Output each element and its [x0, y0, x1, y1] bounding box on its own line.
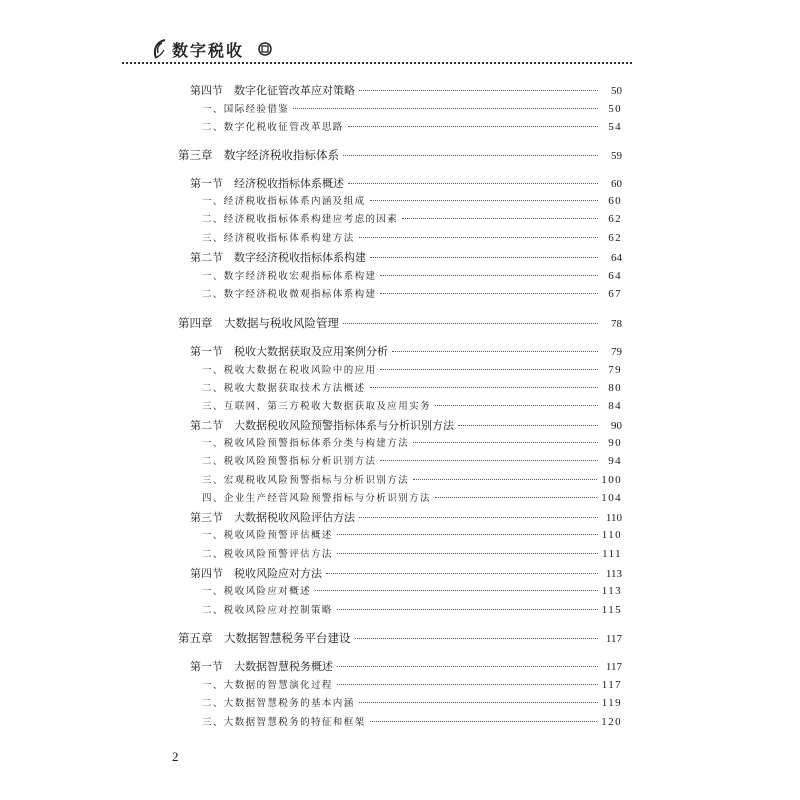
toc-page-number: 60 [608, 195, 622, 207]
toc-page-number: 90 [608, 437, 622, 449]
toc-item-row [202, 714, 622, 728]
toc-item-row [202, 677, 622, 691]
toc-item-row [202, 695, 622, 709]
toc-page-number: 80 [608, 382, 622, 394]
toc-page-number: 60 [611, 178, 622, 190]
toc-chapter-row [178, 630, 622, 646]
toc-page-number: 110 [605, 512, 622, 524]
dot-leader [435, 405, 598, 406]
toc-chapter-row [178, 147, 622, 163]
toc-entry-title: 第三章 数字经济税收指标体系 [178, 148, 339, 162]
toc-entry-title: 第四节 税收风险应对方法 [190, 567, 322, 580]
toc-page-number: 64 [608, 270, 622, 282]
toc-item-row [202, 193, 622, 207]
toc-entry-title: 一、税收大数据在税收风险中的应用 [202, 365, 377, 376]
toc-section-row [190, 82, 622, 98]
toc-section-row [190, 249, 622, 265]
toc-page-number: 110 [601, 529, 622, 541]
dot-leader [435, 497, 597, 498]
toc-item-row [202, 472, 622, 486]
toc-item-row [202, 211, 622, 225]
toc-entry-title: 第五章 大数据智慧税务平台建设 [178, 631, 351, 645]
toc-page-number: 117 [605, 661, 622, 673]
toc-entry-title: 二、数字经济税收微观指标体系构建 [202, 289, 377, 300]
toc-item-row [202, 362, 622, 376]
dot-leader [359, 90, 598, 91]
toc-page-number: 90 [611, 420, 622, 432]
dot-leader [392, 351, 598, 352]
toc-page-number: 50 [608, 103, 622, 115]
toc-page-number: 119 [601, 697, 622, 709]
toc-section-row [190, 343, 622, 359]
toc-entry-title: 一、国际经验借鉴 [202, 104, 290, 115]
toc-item-row [202, 435, 622, 449]
toc-item-row [202, 119, 622, 133]
toc-page-number: 79 [608, 364, 622, 376]
dot-leader [337, 534, 598, 535]
toc-entry-title: 第四章 大数据与税收风险管理 [178, 316, 339, 330]
dot-leader [326, 573, 598, 574]
toc-page-number: 59 [611, 150, 622, 162]
toc-entry-title: 三、大数据智慧税务的特征和框架 [202, 717, 366, 728]
toc-section-row [190, 509, 622, 525]
toc-item-row [202, 527, 622, 541]
toc-item-row [202, 101, 622, 115]
toc-entry-title: 四、企业生产经营风险预警指标与分析识别方法 [202, 493, 431, 504]
toc-item-row [202, 490, 622, 504]
toc-page-number: 50 [611, 85, 622, 97]
toc-item-row [202, 583, 622, 597]
dot-leader [413, 442, 598, 443]
toc-entry-title: 二、税收风险预警指标分析识别方法 [202, 456, 377, 467]
toc-entry-title: 第一节 经济税收指标体系概述 [190, 177, 344, 190]
dot-leader [337, 684, 598, 685]
toc-entry-title: 三、宏观税收风险预警指标与分析识别方法 [202, 475, 410, 486]
toc-entry-title: 第一节 大数据智慧税务概述 [190, 660, 333, 673]
dot-leader [337, 666, 598, 667]
toc-chapter-row [178, 315, 622, 331]
page-number: 2 [172, 749, 179, 764]
toc-page-number: 64 [611, 252, 622, 264]
toc-entry-title: 一、税收风险预警指标体系分类与构建方法 [202, 438, 410, 449]
toc-section-row [190, 565, 622, 581]
toc-page-number: 67 [608, 288, 622, 300]
toc-entry-title: 第二节 数字经济税收指标体系构建 [190, 251, 366, 264]
dot-leader [370, 721, 598, 722]
toc-item-row [202, 380, 622, 394]
dot-leader [380, 293, 598, 294]
toc-item-row [202, 546, 622, 560]
toc-entry-title: 第三节 大数据税收风险评估方法 [190, 511, 355, 524]
toc-entry-title: 第二节 大数据税收风险预警指标体系与分析识别方法 [190, 419, 454, 432]
toc-page-number: 113 [605, 568, 622, 580]
toc-page-number: 104 [601, 492, 622, 504]
dot-leader [413, 479, 597, 480]
toc-page-number: 78 [611, 318, 622, 330]
toc-item-row [202, 602, 622, 616]
dot-leader [315, 590, 598, 591]
toc-page-number: 62 [608, 232, 622, 244]
toc-entry-title: 二、数字化税收征管改革思路 [202, 122, 344, 133]
dot-leader [337, 553, 598, 554]
toc-page-number: 62 [608, 213, 622, 225]
toc-page-number: 115 [601, 604, 622, 616]
header-title: 数字税收 [172, 41, 245, 60]
dot-leader [343, 155, 598, 156]
toc-page-number: 100 [601, 474, 622, 486]
toc-entry-title: 二、大数据智慧税务的基本内涵 [202, 698, 355, 709]
toc-page-number: 117 [605, 633, 622, 645]
toc-page-number: 111 [602, 548, 622, 560]
toc-section-row [190, 417, 622, 433]
toc-entry-title: 一、数字经济税收宏观指标体系构建 [202, 271, 377, 282]
toc-page-number: 120 [601, 716, 622, 728]
dot-leader [293, 108, 598, 109]
toc-page-number: 94 [608, 455, 622, 467]
toc-page-number: 84 [608, 400, 622, 412]
dot-leader [343, 323, 598, 324]
dot-leader [370, 257, 598, 258]
dot-leader [380, 369, 598, 370]
toc-entry-title: 第一节 税收大数据获取及应用案例分析 [190, 345, 388, 358]
toc-item-row [202, 230, 622, 244]
toc-item-row [202, 453, 622, 467]
dot-leader [348, 126, 598, 127]
dot-leader [355, 638, 599, 639]
dot-leader [380, 460, 598, 461]
toc-entry-title: 三、互联网、第三方税收大数据获取及应用实务 [202, 401, 431, 412]
toc-item-row [202, 286, 622, 300]
dot-leader [380, 275, 598, 276]
toc-page-number: 79 [611, 346, 622, 358]
dot-leader [458, 425, 598, 426]
toc-entry-title: 二、税收大数据获取技术方法概述 [202, 383, 366, 394]
toc-entry-title: 一、经济税收指标体系内涵及组成 [202, 196, 366, 207]
dot-leader [348, 183, 598, 184]
dot-leader [370, 200, 598, 201]
dot-leader [370, 387, 598, 388]
toc-entry-title: 二、税收风险应对控制策略 [202, 605, 333, 616]
toc-entry-title: 二、税收风险预警评估方法 [202, 549, 333, 560]
toc-section-row [190, 175, 622, 191]
toc-entry-title: 三、经济税收指标体系构建方法 [202, 233, 355, 244]
dot-leader [402, 218, 598, 219]
dot-leader [359, 237, 598, 238]
toc-entry-title: 一、税收风险预警评估概述 [202, 530, 333, 541]
toc-item-row [202, 268, 622, 282]
dot-leader [337, 609, 598, 610]
dot-leader [359, 517, 598, 518]
toc-page-number: 113 [601, 585, 622, 597]
dot-leader [359, 702, 598, 703]
toc-section-row [190, 658, 622, 674]
toc-entry-title: 二、经济税收指标体系构建应考虑的因素 [202, 214, 399, 225]
toc-entry-title: 一、大数据的智慧演化过程 [202, 680, 333, 691]
toc-item-row [202, 398, 622, 412]
toc-entry-title: 一、税收风险应对概述 [202, 586, 312, 597]
toc-page-number: 54 [608, 121, 622, 133]
toc-entry-title: 第四节 数字化征管改革应对策略 [190, 84, 355, 97]
toc-page-number: 117 [601, 679, 622, 691]
